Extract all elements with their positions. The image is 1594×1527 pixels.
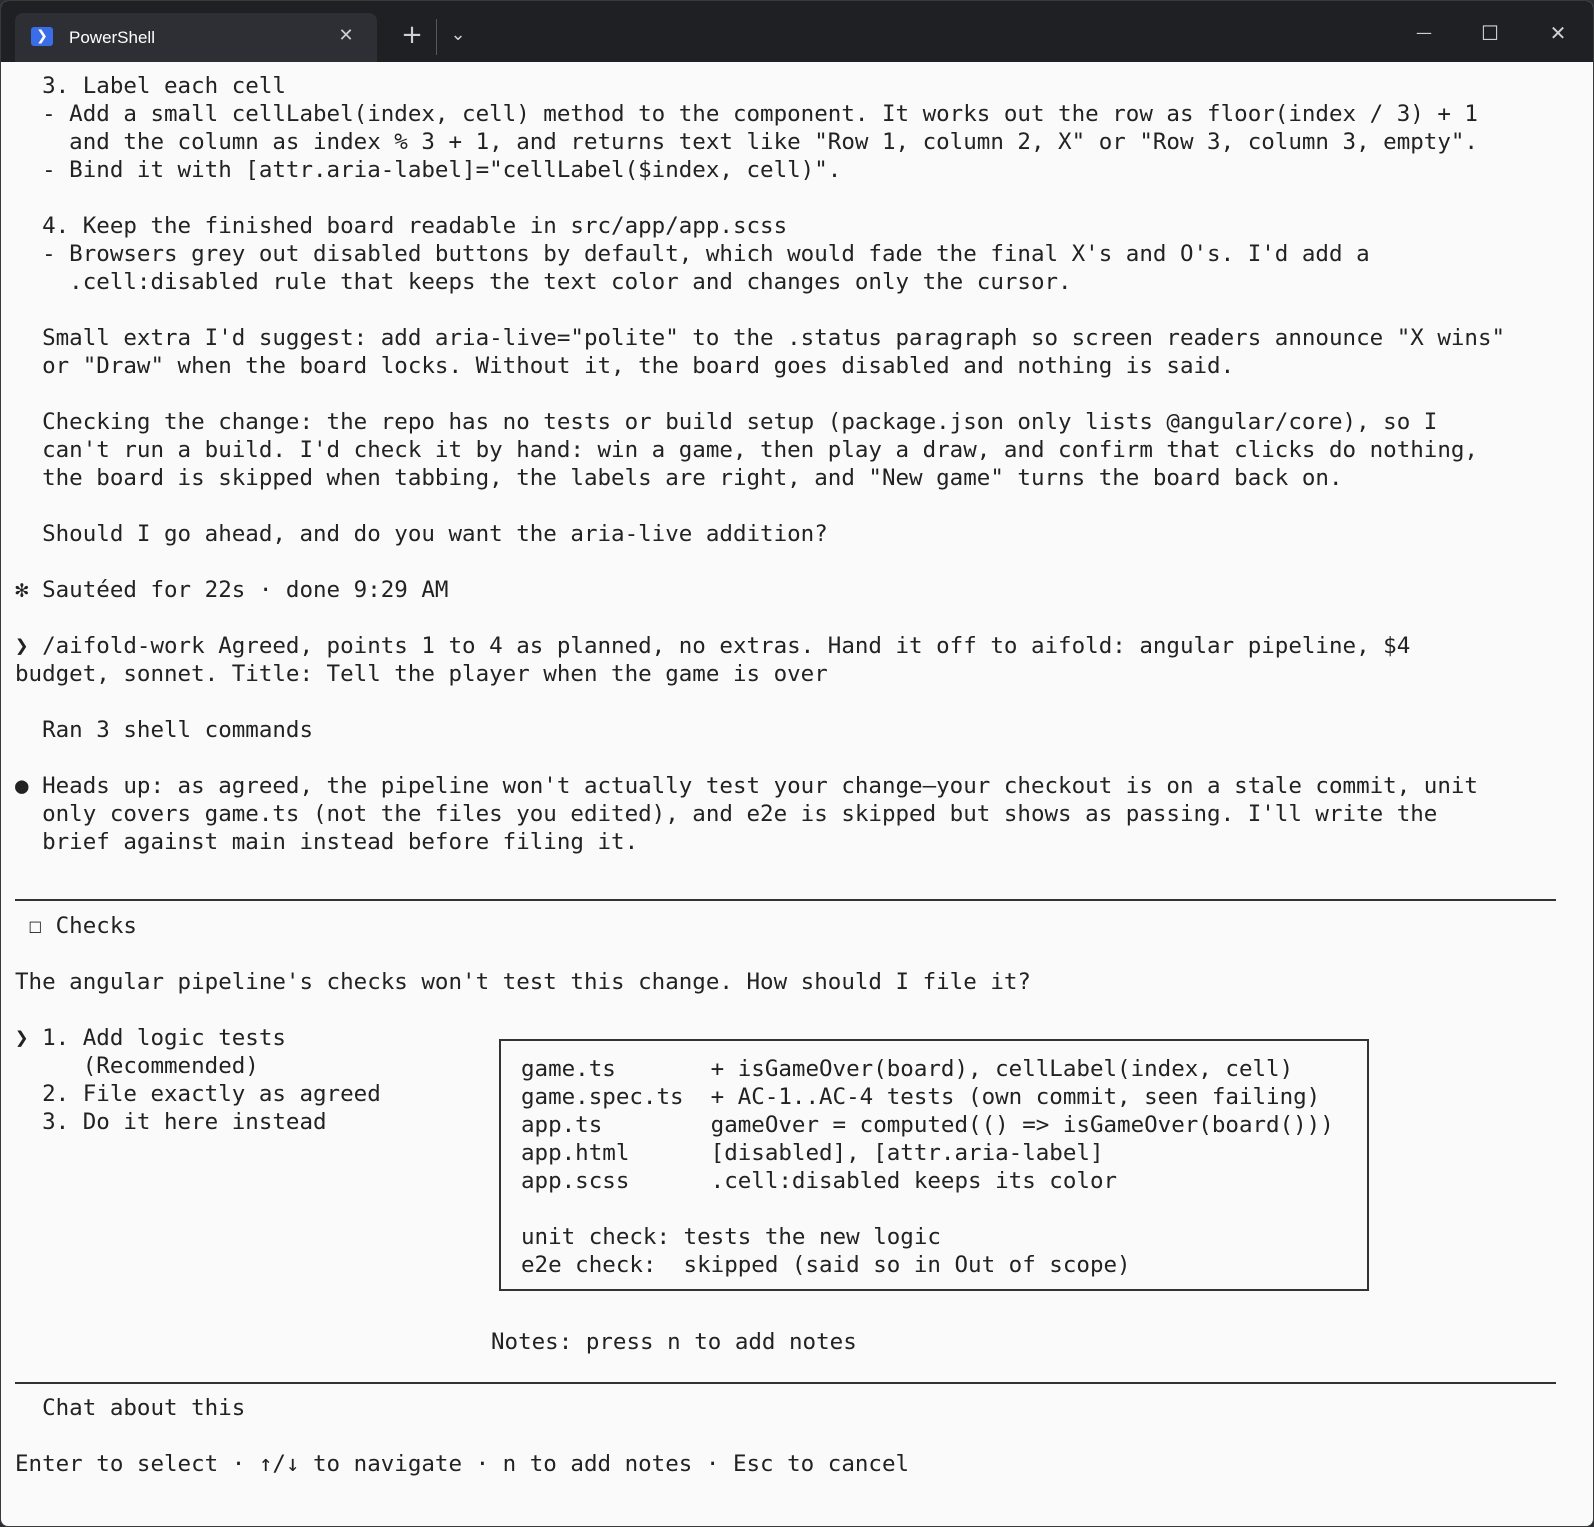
- user-prompt-line: ❯ /aifold-work Agreed, points 1 to 4 as planned, no extras. Hand it off to aifold: angular pipeline, $4: [15, 633, 1411, 659]
- preview-line: e2e check: skipped (said so in Out of scope): [521, 1252, 1131, 1278]
- preview-line: game.spec.ts + AC-1..AC-4 tests (own commit, seen failing): [521, 1084, 1321, 1110]
- close-icon[interactable]: ✕: [338, 25, 354, 46]
- preview-line: game.ts + isGameOver(board), cellLabel(index, cell): [521, 1056, 1294, 1082]
- option-do-it-here[interactable]: 3. Do it here instead: [15, 1109, 327, 1135]
- user-prompt-line: budget, sonnet. Title: Tell the player when the game is over: [15, 661, 828, 687]
- status-line: ✻ Sautéed for 22s · done 9:29 AM: [15, 577, 449, 603]
- preview-line: unit check: tests the new logic: [521, 1224, 941, 1250]
- preview-line: app.ts gameOver = computed(() => isGameOver(board())): [521, 1112, 1334, 1138]
- preview-line: app.html [disabled], [attr.aria-label]: [521, 1140, 1104, 1166]
- output-line: brief against main instead before filing it.: [15, 829, 639, 855]
- notes-hint: Notes: press n to add notes: [491, 1329, 857, 1355]
- new-tab-button[interactable]: +: [401, 20, 423, 50]
- tab-powershell[interactable]: [15, 13, 377, 62]
- tool-summary-line: Ran 3 shell commands: [15, 717, 314, 743]
- tab-title: PowerShell: [69, 28, 155, 47]
- close-window-button[interactable]: ✕: [1549, 21, 1567, 45]
- output-line: Small extra I'd suggest: add aria-live="polite" to the .status paragraph so screen readers announce "X wins": [15, 325, 1506, 351]
- chat-about-this-option[interactable]: Chat about this: [15, 1395, 246, 1421]
- output-line: Checking the change: the repo has no tests or build setup (package.json only lists @angular/core), so I: [15, 409, 1438, 435]
- option-preview-box: [499, 1039, 1369, 1291]
- output-line: and the column as index % 3 + 1, and returns text like "Row 1, column 2, X" or "Row 3, column 3, empty".: [15, 129, 1478, 155]
- preview-line: app.scss .cell:disabled keeps its color: [521, 1168, 1118, 1194]
- minimize-button[interactable]: —: [1416, 23, 1432, 42]
- output-line: - Add a small cellLabel(index, cell) method to the component. It works out the row as floor(index / 3) + 1: [15, 101, 1478, 127]
- maximize-button[interactable]: ☐: [1481, 21, 1499, 45]
- titlebar-divider: [436, 19, 437, 55]
- output-line: ● Heads up: as agreed, the pipeline won't actually test your change—your checkout is on a stale commit, unit: [15, 773, 1478, 799]
- output-line: 3. Label each cell: [15, 73, 286, 99]
- keyboard-hints: Enter to select · ↑/↓ to navigate · n to add notes · Esc to cancel: [15, 1451, 910, 1477]
- output-line: can't run a build. I'd check it by hand: win a game, then play a draw, and confirm that clicks do nothing,: [15, 437, 1478, 463]
- output-line: - Browsers grey out disabled buttons by default, which would fade the final X's and O's. I'd add a: [15, 241, 1370, 267]
- option-recommended-label: (Recommended): [15, 1053, 259, 1079]
- output-line: .cell:disabled rule that keeps the text color and changes only the cursor.: [15, 269, 1072, 295]
- option-file-as-agreed[interactable]: 2. File exactly as agreed: [15, 1081, 381, 1107]
- output-line: the board is skipped when tabbing, the labels are right, and "New game" turns the board back on.: [15, 465, 1343, 491]
- powershell-icon: ❯: [31, 27, 53, 46]
- output-line: - Bind it with [attr.aria-label]="cellLabel($index, cell)".: [15, 157, 842, 183]
- question-prompt: The angular pipeline's checks won't test this change. How should I file it?: [15, 969, 1031, 995]
- divider: [15, 1382, 1556, 1384]
- chevron-down-icon[interactable]: ⌄: [450, 24, 466, 45]
- output-line: Should I go ahead, and do you want the aria-live addition?: [15, 521, 828, 547]
- output-line: 4. Keep the finished board readable in src/app/app.scss: [15, 213, 788, 239]
- question-header: ☐ Checks: [15, 913, 137, 939]
- divider: [15, 899, 1556, 901]
- title-bar: [1, 1, 1594, 62]
- output-line: only covers game.ts (not the files you edited), and e2e is skipped but shows as passing. I'll write the: [15, 801, 1438, 827]
- output-line: or "Draw" when the board locks. Without it, the board goes disabled and nothing is said.: [15, 353, 1235, 379]
- terminal-output: [15, 62, 1585, 1522]
- option-add-logic-tests[interactable]: ❯ 1. Add logic tests: [15, 1025, 286, 1051]
